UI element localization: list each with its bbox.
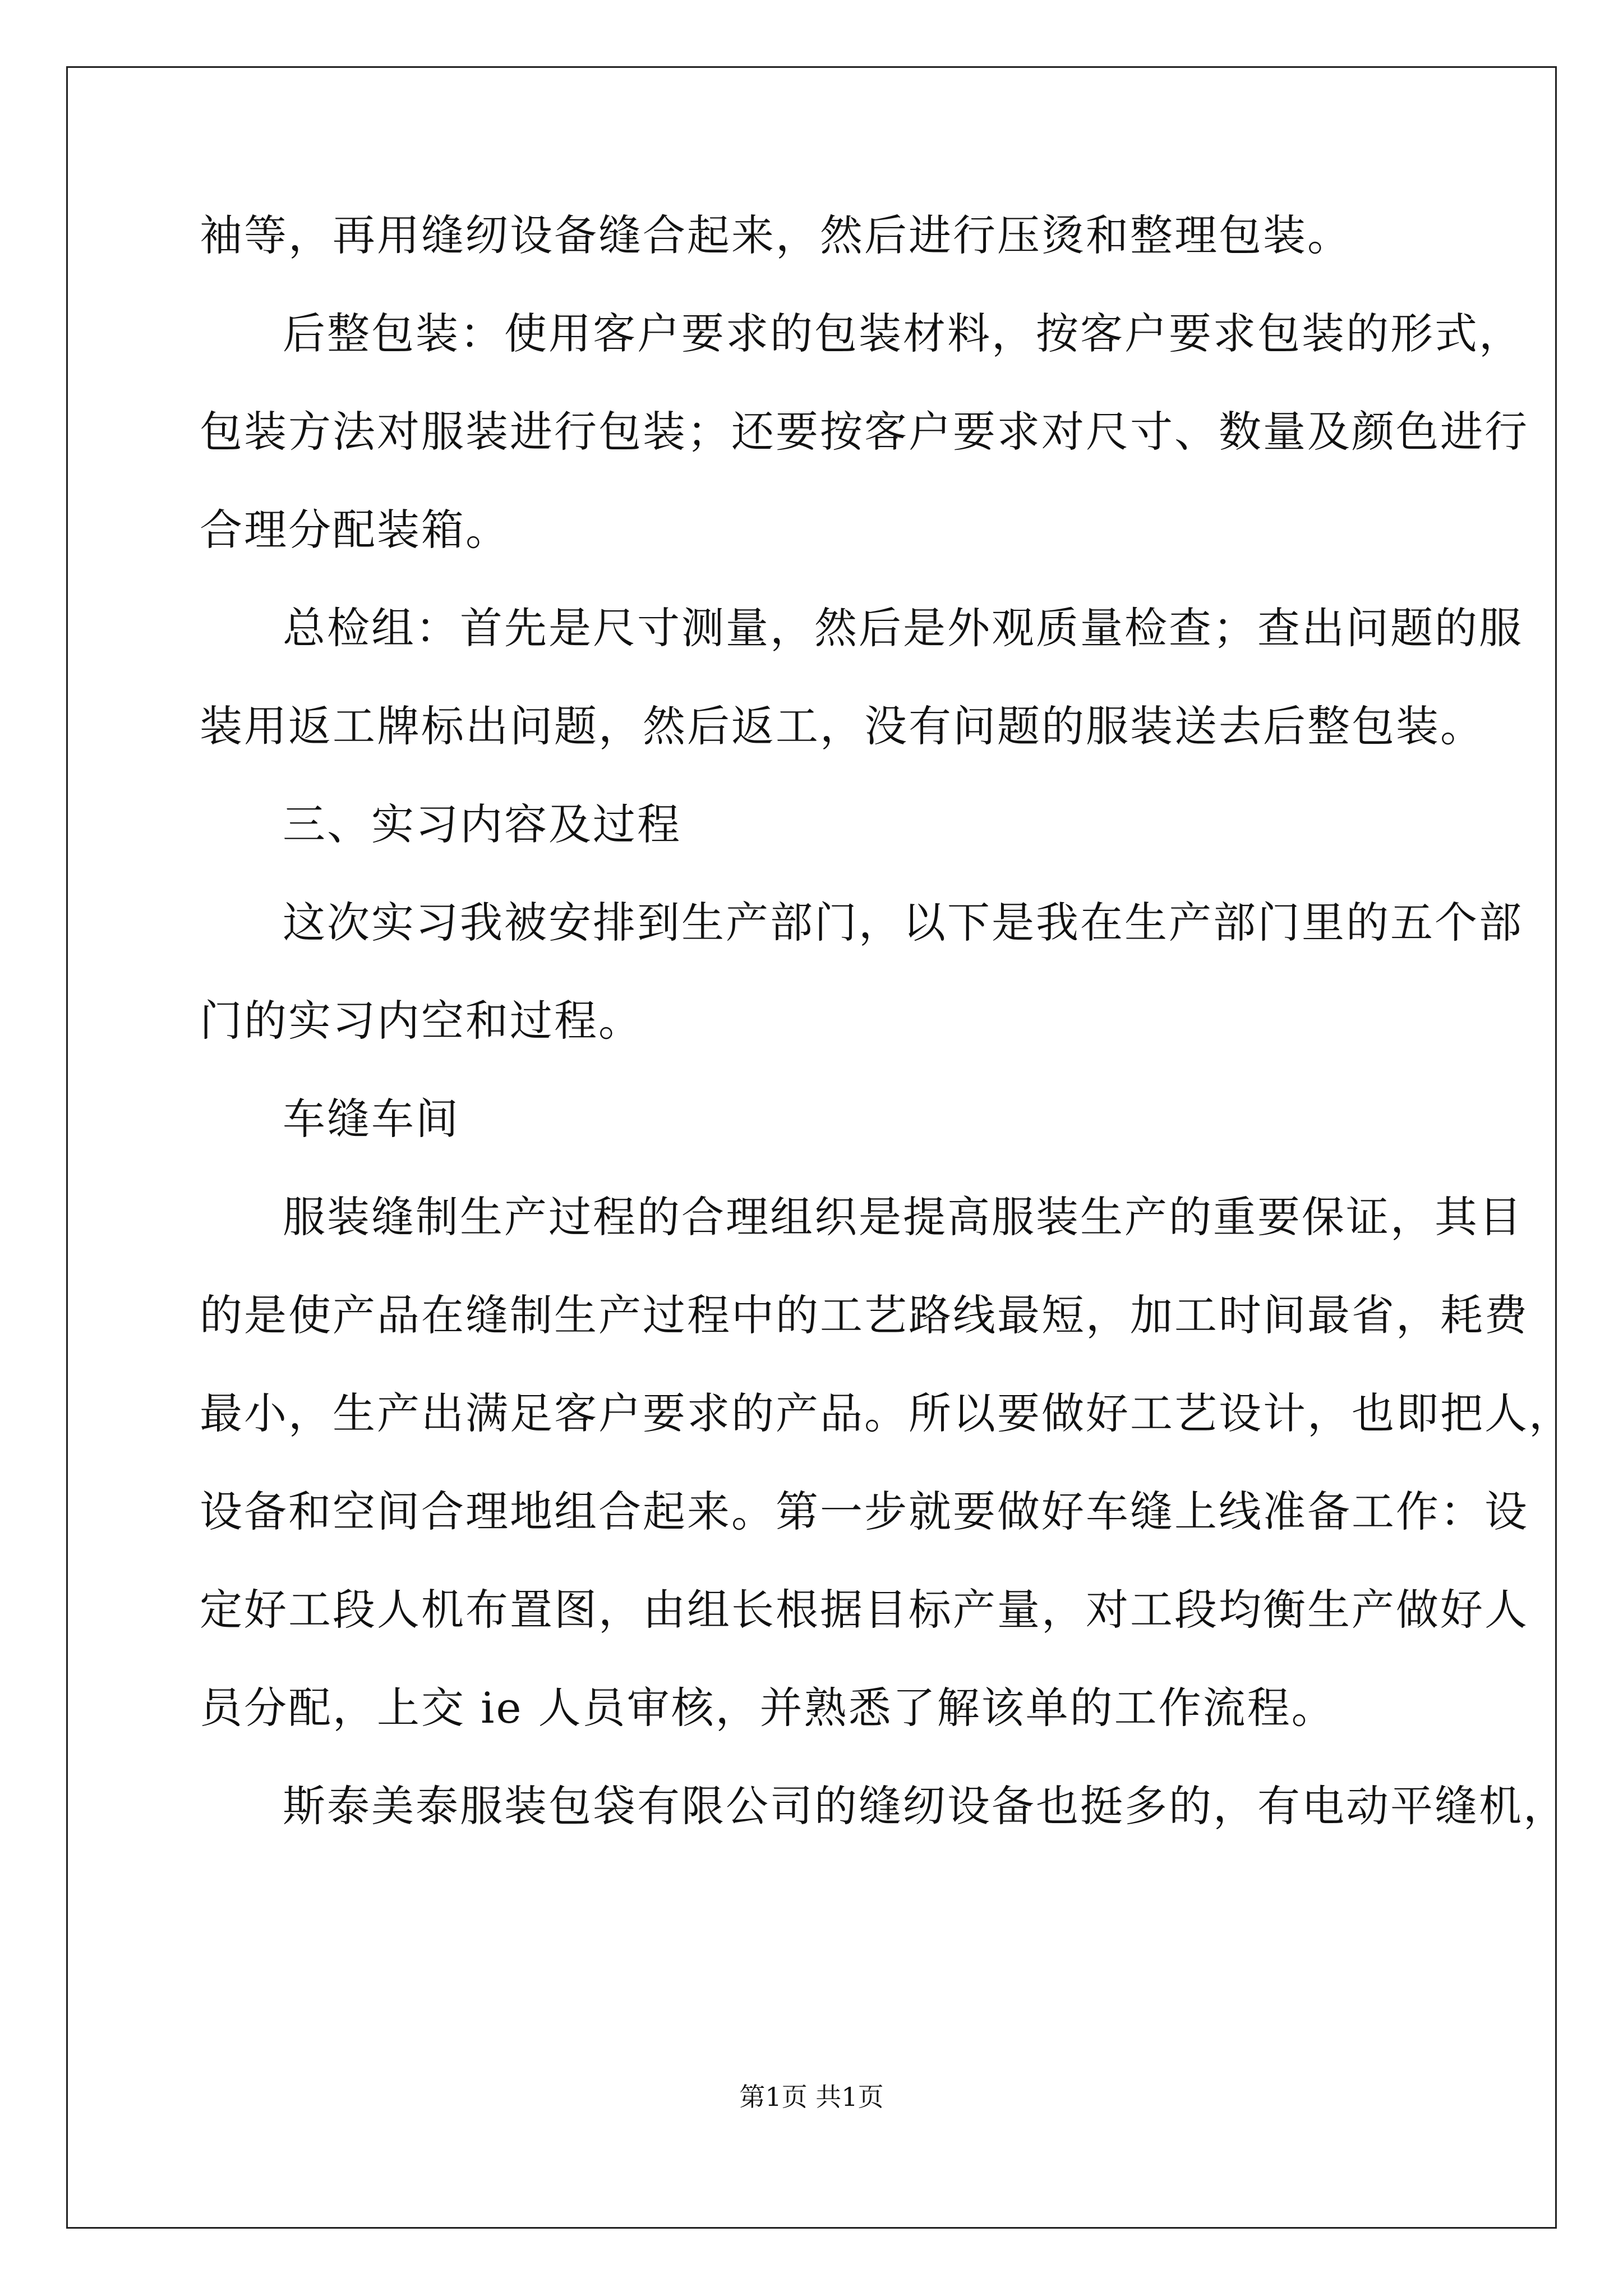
text-line-5: 总检组：首先是尺寸测量，然后是外观质量检查；查出问题的服 xyxy=(283,603,1523,653)
text-line-6: 装用返工牌标出问题，然后返工，没有问题的服装送去后整包装。 xyxy=(200,701,1484,751)
page-footer: 第1页 共1页 xyxy=(739,2082,884,2112)
section-heading: 三、实习内容及过程 xyxy=(283,799,681,849)
text-line-14: 设备和空间合理地组合起来。第一步就要做好车缝上线准备工作：设 xyxy=(200,1487,1529,1536)
text-line-15: 定好工段人机布置图，由组长根据目标产量，对工段均衡生产做好人 xyxy=(200,1585,1529,1635)
text-line-9: 门的实习内空和过程。 xyxy=(200,996,643,1046)
text-line-4: 合理分配装箱。 xyxy=(200,505,510,555)
text-line-2: 后整包装：使用客户要求的包装材料，按客户要求包装的形式， xyxy=(283,309,1523,358)
page-border xyxy=(66,66,1557,2229)
text-line-1: 袖等，再用缝纫设备缝合起来，然后进行压烫和整理包装。 xyxy=(200,210,1352,260)
text-line-11: 服装缝制生产过程的合理组织是提高服装生产的重要保证，其目 xyxy=(283,1192,1523,1242)
text-line-12: 的是使产品在缝制生产过程中的工艺路线最短，加工时间最省，耗费 xyxy=(200,1290,1529,1340)
text-line-16: 员分配，上交 ie 人员审核，并熟悉了解该单的工作流程。 xyxy=(200,1683,1336,1733)
subsection-heading: 车缝车间 xyxy=(283,1094,460,1144)
text-line-17: 斯泰美泰服装包袋有限公司的缝纫设备也挺多的，有电动平缝机， xyxy=(283,1781,1567,1831)
text-line-8: 这次实习我被安排到生产部门，以下是我在生产部门里的五个部 xyxy=(283,898,1523,947)
text-line-3: 包装方法对服装进行包装；还要按客户要求对尺寸、数量及颜色进行 xyxy=(200,407,1529,457)
text-line-13: 最小，生产出满足客户要求的产品。所以要做好工艺设计，也即把人， xyxy=(200,1388,1573,1438)
